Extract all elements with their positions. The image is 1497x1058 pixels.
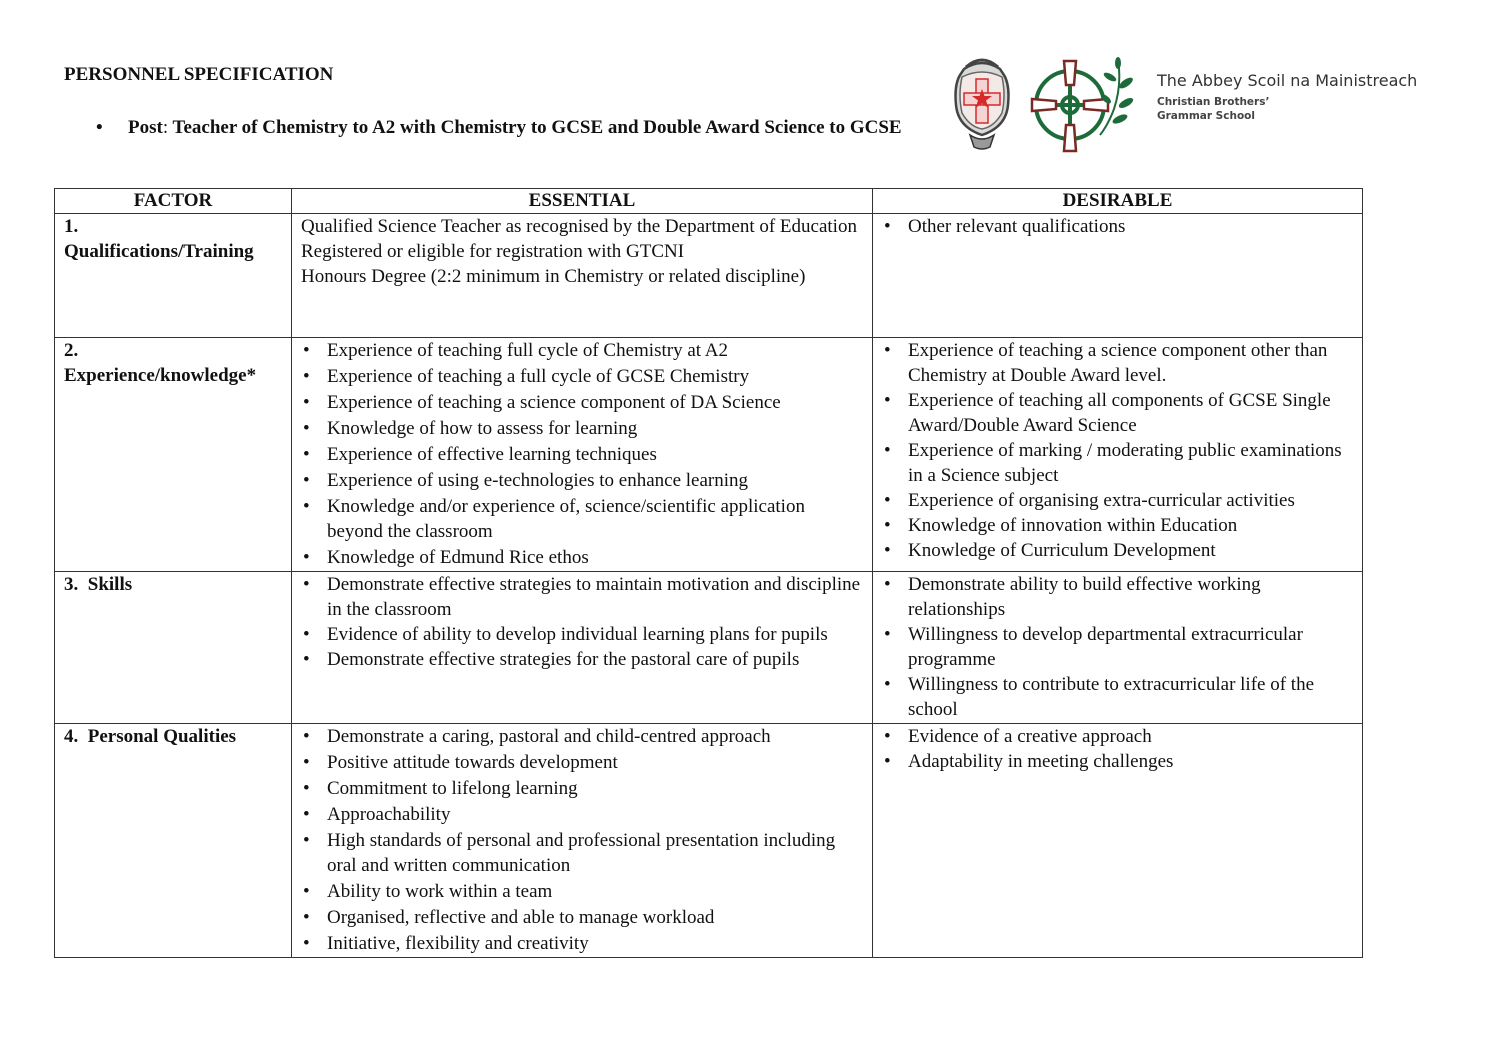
- document-title: PERSONNEL SPECIFICATION: [64, 64, 334, 85]
- essential-item: • Experience of using e-technologies to enhance learning: [301, 468, 864, 493]
- factor-number: 2.: [64, 340, 79, 361]
- essential-item: • Experience of teaching a full cycle of GCSE Chemistry: [301, 364, 864, 389]
- desirable-cell: [873, 214, 1363, 338]
- factor-name: 3. Skills: [64, 574, 133, 595]
- header-factor: FACTOR: [55, 189, 292, 214]
- essential-item: • Demonstrate a caring, pastoral and child-centred approach: [301, 724, 864, 749]
- essential-cell: [292, 724, 873, 958]
- desirable-item: • Experience of marking / moderating public examinations in a Science subject: [882, 438, 1354, 488]
- desirable-item: • Other relevant qualifications: [882, 214, 1354, 239]
- desirable-item: • Willingness to develop departmental extracurricular programme: [882, 622, 1354, 672]
- essential-item: • Experience of teaching full cycle of Chemistry at A2: [301, 338, 864, 363]
- desirable-item: • Knowledge of Curriculum Development: [882, 538, 1354, 563]
- essential-cell: [292, 572, 873, 724]
- school-logo: [950, 55, 1430, 155]
- essential-item: • Knowledge and/or experience of, science/scientific application beyond the classroom: [301, 494, 864, 544]
- essential-item: • Initiative, flexibility and creativity: [301, 931, 864, 956]
- desirable-item: • Adaptability in meeting challenges: [882, 749, 1354, 774]
- essential-item: • Commitment to lifelong learning: [301, 776, 864, 801]
- desirable-item: • Experience of teaching all components of GCSE Single Award/Double Award Science: [882, 388, 1354, 438]
- table-row: [55, 338, 1363, 572]
- factor-cell: [55, 338, 292, 572]
- table-row: [55, 724, 1363, 958]
- essential-item: • Knowledge of Edmund Rice ethos: [301, 545, 864, 570]
- essential-cell: [292, 214, 873, 338]
- essential-item: • High standards of personal and professional presentation including oral and written communication: [301, 828, 864, 878]
- table-header-row: [55, 189, 1363, 214]
- essential-item: • Ability to work within a team: [301, 879, 864, 904]
- factor-cell: [55, 572, 292, 724]
- post-text: [128, 115, 936, 140]
- desirable-cell: [873, 572, 1363, 724]
- post-label: Post: [128, 117, 163, 138]
- essential-item: Qualified Science Teacher as recognised by the Department of Education: [301, 216, 857, 237]
- post-line: [96, 115, 936, 140]
- header-essential: ESSENTIAL: [292, 189, 873, 214]
- celtic-cross-icon: [1030, 55, 1140, 155]
- school-subtitle-line1: Christian Brothers’: [1157, 96, 1270, 108]
- essential-cell: [292, 338, 873, 572]
- school-name: The Abbey Scoil na Mainistreach: [1157, 71, 1418, 90]
- essential-item: • Experience of effective learning techniques: [301, 442, 864, 467]
- essential-item: • Approachability: [301, 802, 864, 827]
- desirable-item: • Willingness to contribute to extracurricular life of the school: [882, 672, 1354, 722]
- post-colon: :: [162, 117, 169, 138]
- essential-item: Registered or eligible for registration with GTCNI: [301, 241, 685, 262]
- essential-item: • Knowledge of how to assess for learning: [301, 416, 864, 441]
- desirable-item: • Experience of teaching a science component other than Chemistry at Double Award level.: [882, 338, 1354, 388]
- factor-number: 1.: [64, 216, 79, 237]
- school-crest-icon: [950, 55, 1014, 155]
- essential-item: • Positive attitude towards development: [301, 750, 864, 775]
- school-subtitle: [1157, 95, 1269, 123]
- desirable-item: • Experience of organising extra-curricular activities: [882, 488, 1354, 513]
- table-row: [55, 214, 1363, 338]
- desirable-cell: [873, 338, 1363, 572]
- table-row: [55, 572, 1363, 724]
- post-title: Teacher of Chemistry to A2 with Chemistry to GCSE and Double Award Science to GCSE: [172, 117, 902, 138]
- desirable-item: • Knowledge of innovation within Education: [882, 513, 1354, 538]
- factor-cell: [55, 214, 292, 338]
- bullet-icon: •: [96, 117, 103, 138]
- factor-cell: [55, 724, 292, 958]
- essential-item: • Experience of teaching a science component of DA Science: [301, 390, 864, 415]
- factor-name: 4. Personal Qualities: [64, 726, 237, 747]
- factor-name: Qualifications/Training: [64, 241, 254, 262]
- desirable-item: • Evidence of a creative approach: [882, 724, 1354, 749]
- specification-table: [54, 188, 1363, 958]
- factor-name: Experience/knowledge*: [64, 365, 257, 386]
- desirable-item: • Demonstrate ability to build effective working relationships: [882, 572, 1354, 622]
- essential-item: • Evidence of ability to develop individual learning plans for pupils: [301, 622, 864, 647]
- school-subtitle-line2: Grammar School: [1157, 110, 1255, 122]
- header-desirable: DESIRABLE: [873, 189, 1363, 214]
- essential-item: Honours Degree (2:2 minimum in Chemistry or related discipline): [301, 266, 806, 287]
- desirable-cell: [873, 724, 1363, 958]
- essential-item: • Demonstrate effective strategies to maintain motivation and discipline in the classroom: [301, 572, 864, 622]
- essential-item: • Demonstrate effective strategies for the pastoral care of pupils: [301, 647, 864, 672]
- essential-item: • Organised, reflective and able to manage workload: [301, 905, 864, 930]
